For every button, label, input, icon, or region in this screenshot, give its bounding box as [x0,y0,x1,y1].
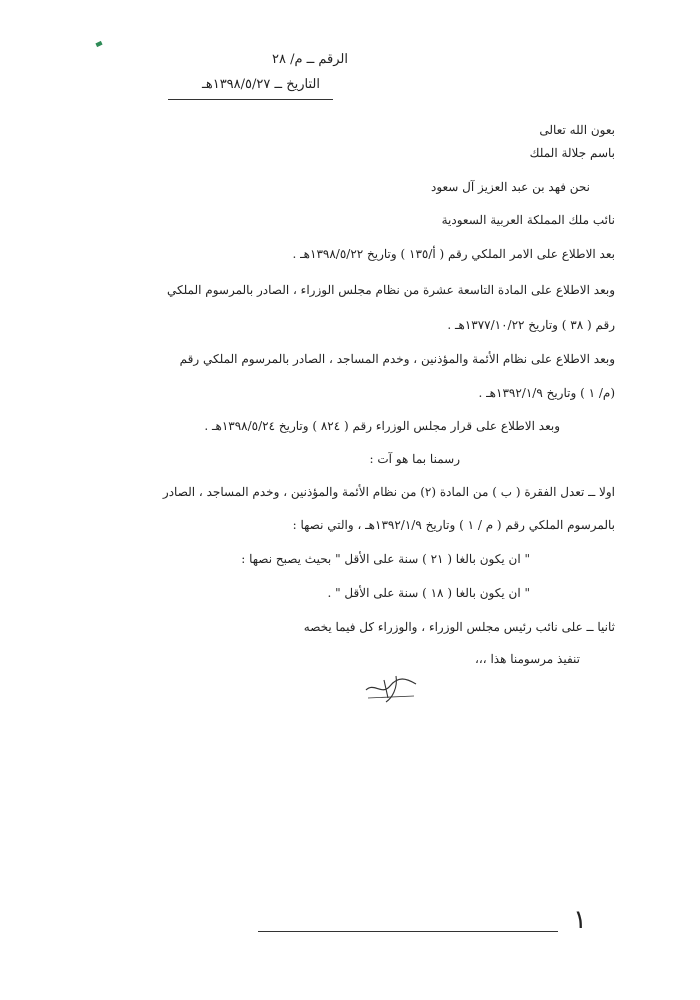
preamble-3: وبعد الاطلاع على نظام الأئمة والمؤذنين ، وخدم المساجد ، الصادر بالمرسوم الملكي رقم [179,352,615,366]
preamble-1: بعد الاطلاع على الامر الملكي رقم ( أ/١٣٥ ) وتاريخ ١٣٩٨/٥/٢٢هـ . [292,247,615,261]
issuer-name: نحن فهد بن عبد العزيز آل سعود [430,180,590,194]
issuer-title: نائب ملك المملكة العربية السعودية [441,213,615,227]
preamble-2: وبعد الاطلاع على المادة التاسعة عشرة من نظام مجلس الوزراء ، الصادر بالمرسوم الملكي [166,283,615,297]
royal-name: باسم جلالة الملك [529,146,615,160]
page-number: ١ [573,905,587,935]
preamble-2-cont: رقم ( ٣٨ ) وتاريخ ١٣٧٧/١٠/٢٢هـ . [447,318,615,332]
reference-underline [168,99,333,100]
reference-number: الرقم ــ م/ ٢٨ [271,52,348,67]
signature-mark [362,668,420,706]
article-2: ثانيا ــ على نائب رئيس مجلس الوزراء ، والوزراء كل فيما يخصه [303,620,615,634]
preamble-4: وبعد الاطلاع على قرار مجلس الوزراء رقم ( ٨٢٤ ) وتاريخ ١٣٩٨/٥/٢٤هـ . [204,419,560,433]
article-1-old-text: " ان يكون بالغا ( ٢١ ) سنة على الأقل " بحيث يصبح نصها : [241,552,530,566]
article-1-cont: بالمرسوم الملكي رقم ( م / ١ ) وتاريخ ١٣٩٢/١/٩هـ ، والتي نصها : [292,518,615,532]
article-1: اولا ــ تعدل الفقرة ( ب ) من المادة (٢) من نظام الأئمة والمؤذنين ، وخدم المساجد ، الصادر [162,485,615,499]
footer-rule [258,931,558,932]
closing: تنفيذ مرسومنا هذا ،،، [475,652,580,666]
invocation: بعون الله تعالى [539,123,615,137]
reference-date: التاريخ ــ ١٣٩٨/٥/٢٧هـ [202,77,320,92]
decree-intro: رسمنا بما هو آت : [369,452,460,466]
corner-mark [95,41,102,47]
article-1-new-text: " ان يكون بالغا ( ١٨ ) سنة على الأقل " . [327,586,530,600]
preamble-3-cont: (م/ ١ ) وتاريخ ١٣٩٢/١/٩هـ . [478,386,615,400]
